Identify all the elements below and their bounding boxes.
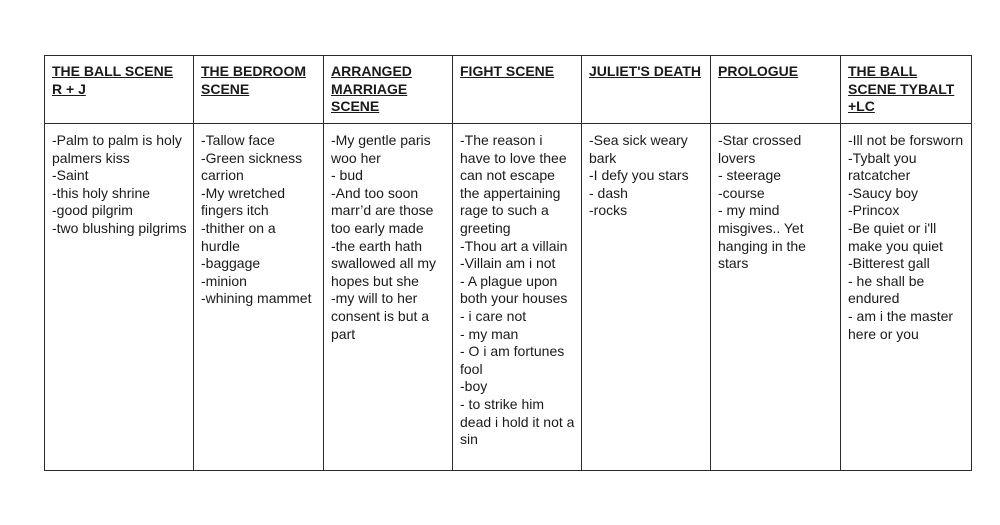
quote-line: - bud (331, 167, 363, 184)
quote-line: -Saint (52, 167, 89, 184)
quote-line: -My wretched fingers itch (201, 184, 286, 219)
quote-line: -Tybalt you ratcatcher (848, 149, 917, 184)
column-heading: THE BALL SCENE TYBALT +LC (841, 56, 972, 124)
quotes-table (44, 55, 972, 471)
quote-cell (582, 124, 711, 471)
quote-line: -Ill not be forsworn (848, 132, 964, 148)
quote-line: - to strike him dead i hold it not a sin (460, 395, 575, 448)
quote-line: - dash (589, 184, 628, 201)
quote-line: -My gentle paris woo her (331, 132, 431, 166)
column-heading: JULIET'S DEATH (582, 56, 711, 124)
quote-line: -Bitterest gall (848, 255, 930, 272)
quote-line: -baggage (201, 255, 261, 272)
quote-line: -Star crossed lovers (718, 132, 802, 166)
quote-line: -Tallow face (201, 132, 275, 148)
quote-cell (45, 124, 194, 471)
quote-line: - he shall be endured (848, 272, 925, 307)
quote-line: - steerage (718, 167, 782, 184)
quote-line: -boy (460, 378, 488, 395)
quote-cell (324, 124, 453, 471)
quote-line: -Thou art a villain (460, 237, 568, 254)
quote-line: -rocks (589, 202, 628, 219)
quote-line: -two blushing pilgrims (52, 219, 187, 236)
quote-line: -good pilgrim (52, 202, 133, 219)
quote-line: -Be quiet or i'll make you quiet (848, 219, 943, 254)
quote-cell (194, 124, 324, 471)
quote-line: -minion (201, 272, 247, 289)
quote-line: -The reason i have to love thee can not escape the appertaining rage to such a greeting (460, 132, 567, 236)
column-heading: THE BALL SCENE R + J (45, 56, 194, 124)
quote-line: -thither on a hurdle (201, 219, 276, 254)
header-row (45, 56, 972, 124)
quote-line: - A plague upon both your houses (460, 272, 568, 307)
column-heading: ARRANGED MARRIAGE SCENE (324, 56, 453, 124)
quote-line: -whining mammet (201, 290, 312, 307)
quotes-row (45, 124, 972, 471)
quote-line: - my man (460, 325, 519, 342)
quote-cell (711, 124, 841, 471)
quote-line: -course (718, 184, 765, 201)
quote-line: -And too soon marr’d are those too early made (331, 184, 434, 236)
quote-line: -Green sickness carrion (201, 149, 303, 184)
quote-line: -Villain am i not (460, 255, 556, 272)
quote-line: -Saucy boy (848, 184, 919, 201)
quote-line: -my will to her consent is but a part (331, 290, 430, 342)
column-heading: THE BEDROOM SCENE (194, 56, 324, 124)
quote-line: -this holy shrine (52, 184, 151, 201)
quote-cell (453, 124, 582, 471)
quote-line: - i care not (460, 307, 527, 324)
quote-line: -Palm to palm is holy palmers kiss (52, 132, 182, 166)
quote-line: - am i the master here or you (848, 307, 954, 342)
quote-line: -Princox (848, 202, 900, 219)
quote-line: -the earth hath swallowed all my hopes but she (331, 237, 437, 289)
column-heading: PROLOGUE (711, 56, 841, 124)
quote-line: - O i am fortunes fool (460, 343, 565, 377)
column-heading: FIGHT SCENE (453, 56, 582, 124)
quote-line: -Sea sick weary bark (589, 132, 688, 166)
quote-line: -I defy you stars (589, 167, 689, 184)
quote-line: - my mind misgives.. Yet hanging in the stars (718, 202, 806, 272)
quote-cell (841, 124, 972, 471)
